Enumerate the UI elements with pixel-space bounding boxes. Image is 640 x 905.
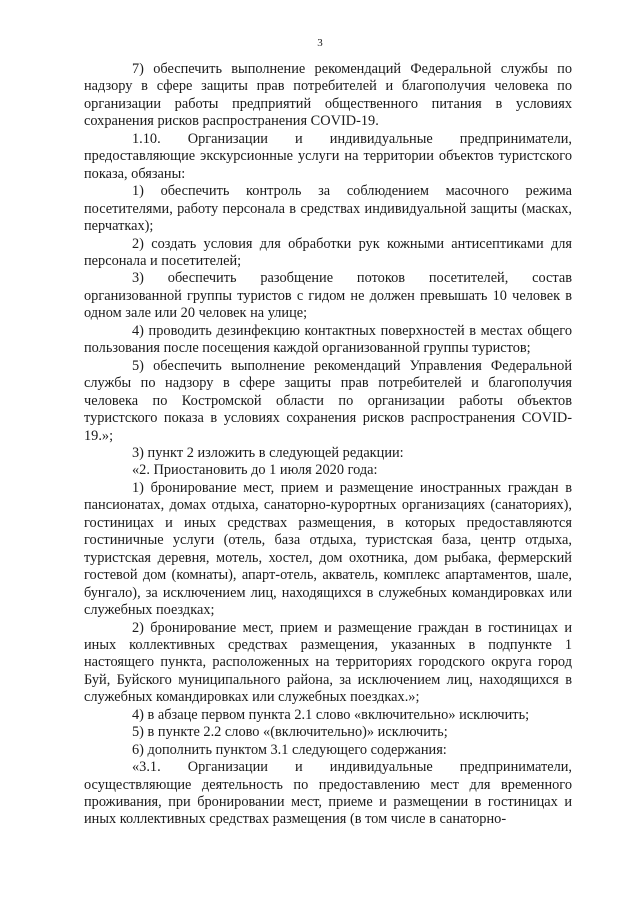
paragraph-2-1-amend: 4) в абзаце первом пункта 2.1 слово «включительно» исключить; (132, 706, 530, 723)
paragraph-suspend-until: «2. Приостановить до 1 июля 2020 года: (132, 462, 378, 479)
paragraph-antiseptics: 2) создать условия для обработки рук кожными антисептиками для персонала и посетителей; (84, 235, 572, 269)
paragraph-7-catering: 7) обеспечить выполнение рекомендаций Федеральной службы по надзору в сфере защиты прав потребителей и благополучия человека по организации работы предприятий общественного питания в условиях сохранения рисков распространения COVID-19. (84, 61, 572, 130)
page-number: 3 (317, 37, 323, 49)
paragraph-point-2-edit: 3) пункт 2 изложить в следующей редакции: (132, 444, 404, 461)
paragraph-mask-control: 1) обеспечить контроль за соблюдением масочного режима посетителями, работу персонала в средствах индивидуальной защиты (масках, перчатках); (84, 183, 572, 235)
paragraph-recommendations: 5) обеспечить выполнение рекомендаций Управления Федеральной службы по надзору в сфере защиты прав потребителей и благополучия человека по Костромской области по организации работы объектов туристского показа в условиях сохранения рисков распространения COVID-19.»; (84, 357, 572, 444)
paragraph-add-3-1: 6) дополнить пунктом 3.1 следующего содержания: (132, 741, 447, 758)
paragraph-foreign-citizens: 1) бронирование мест, прием и размещение иностранных граждан в пансионатах, домах отдыха, санаторно-курортных организациях (санаториях), гостиницах и иных средствах размещения, в которых предоставляются гостиничные услуги (отель, база отдыха, туристская база, центр отдыха, туристская деревня, мотель, хостел, дом охотника, дом рыбака, фермерский гостевой дом (комнаты), апарт-отель, акватель, комплекс апартаментов, шале, бунгало), за исключением лиц, находящихся в служебных командировках или служебных поездках; (84, 479, 572, 619)
paragraph-buy-district: 2) бронирование мест, прием и размещение граждан в гостиницах и иных коллективных средствах размещения, указанных в подпункте 1 настоящего пункта, расположенных на территориях городского округа город Буй, Буйского муниципального района, за исключением лиц, находящихся в служебных командировках или служебных поездках.»; (84, 619, 572, 706)
document-body (84, 61, 572, 829)
paragraph-visitor-flows: 3) обеспечить разобщение потоков посетителей, состав организованной группы туристов с гидом не должен превышать 10 человек в одном зале или 20 человек на улице; (84, 270, 572, 322)
paragraph-3-1-text: «3.1. Организации и индивидуальные предприниматели, осуществляющие деятельность по предоставлению мест для временного проживания, при бронировании мест, приеме и размещении в гостиницах и иных коллективных средствах размещения (в том числе в санаторно- (84, 759, 572, 828)
paragraph-1-10-excursions: 1.10. Организации и индивидуальные предприниматели, предоставляющие экскурсионные услуги на территории объектов туристского показа, обязаны: (84, 130, 572, 182)
paragraph-disinfection: 4) проводить дезинфекцию контактных поверхностей в местах общего пользования после посещения каждой организованной группы туристов; (84, 322, 572, 357)
paragraph-2-2-amend: 5) в пункте 2.2 слово «(включительно)» исключить; (132, 724, 448, 741)
